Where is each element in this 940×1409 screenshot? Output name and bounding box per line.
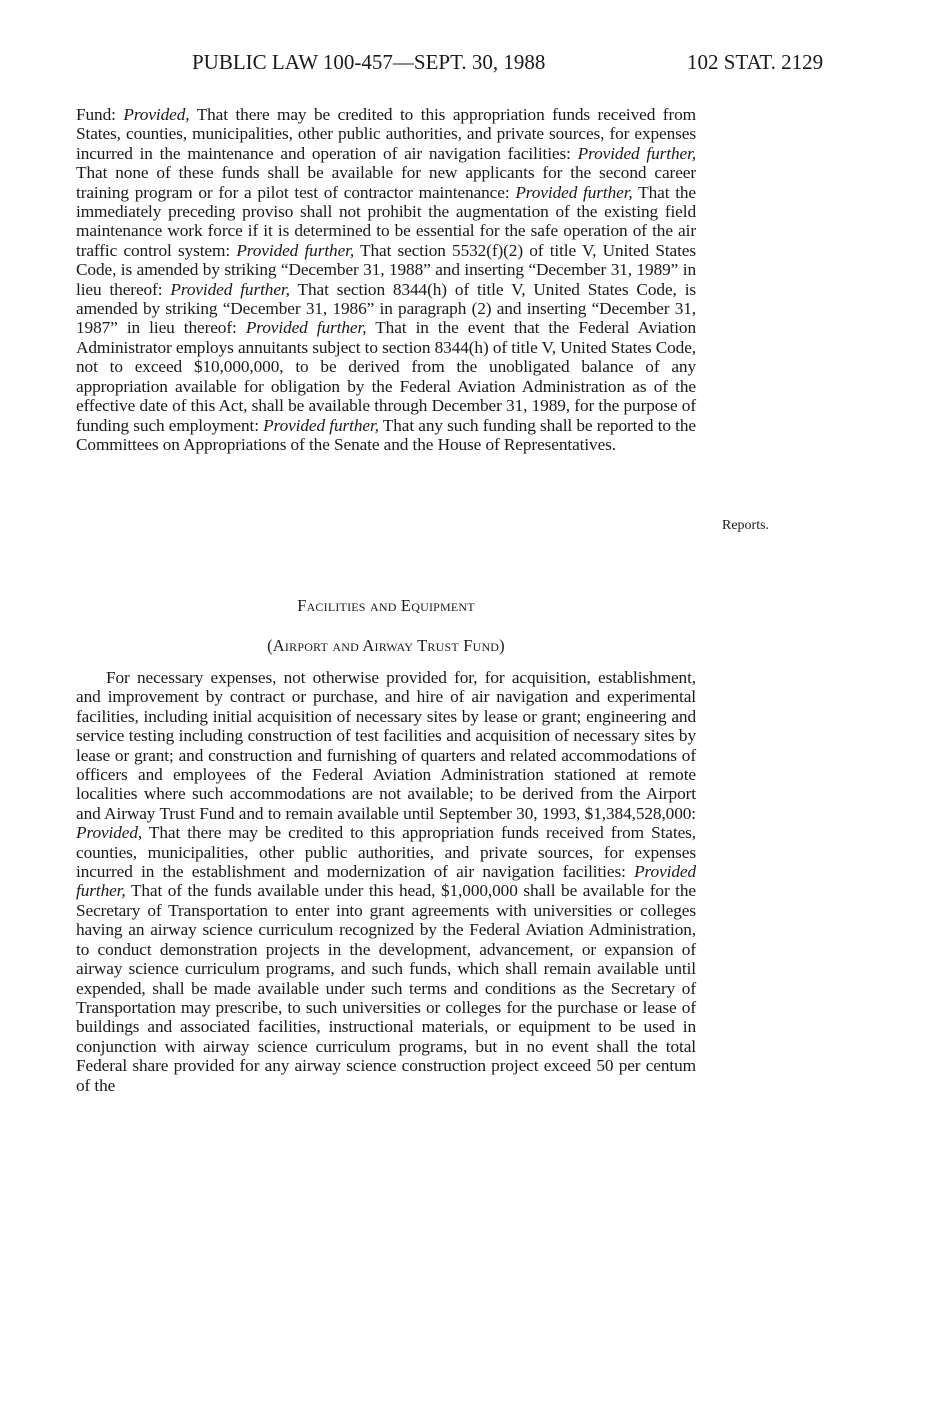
paragraph-fund-provisos [76, 105, 696, 454]
text-segment: That of the funds available under this head, $1,000,000 shall be available for the Secretary of Transportation to enter into grant agreements with universities or colleges having an airway science curriculum recognized by the Federal Aviation Administration, to conduct demonstration projects in the development, advancement, or expansion of airway science curriculum programs, and such funds, which shall remain available until expended, shall be made available under such terms and conditions as the Secretary of Transportation may prescribe, to such universities or colleges for the purchase or lease of buildings and associated facilities, instructional materials, or equipment to be used in conjunction with airway science curriculum programs, but in no event shall the total Federal share provided for any airway science construction project exceed 50 per centum of the [76, 881, 696, 1095]
text-segment: Fund: [76, 105, 124, 124]
section-heading-facilities: Facilities and Equipment [297, 596, 475, 615]
proviso-term: Provided further, [577, 143, 697, 163]
proviso-term: Provided further, [170, 279, 290, 299]
paragraph-facilities-equipment [76, 668, 696, 1095]
proviso-term: Provided further, [236, 240, 355, 260]
section-subheading-trust-fund: (Airport and Airway Trust Fund) [267, 636, 505, 655]
proviso-term: Provided further, [515, 182, 633, 202]
header-stat-reference: 102 STAT. 2129 [687, 50, 824, 74]
text-segment: That in the event that the Federal Aviation Administrator employs annuitants subject to section 8344(h) of title V, United States Code, not to exceed $10,000,000, to be derived from the unobligated balance of any appropriation available for obligation by the Federal Aviation Administration as of the effective date of this Act, shall be available through December 31, 1989, for the purpose of funding such employment: [76, 318, 696, 435]
text-segment: That there may be credited to this appropriation funds received from States, counties, municipalities, other public authorities, and private sources, for expenses incurred in the establishment and modernization of air navigation facilities: [76, 823, 696, 882]
proviso-term: Provided, [76, 823, 143, 843]
running-header [0, 50, 940, 80]
text-segment: That any such funding shall be reported to the Committees on Appropriations of the Senate and the House of Representatives. [76, 415, 696, 454]
proviso-term: Provided, [123, 105, 190, 124]
proviso-term: Provided further, [263, 415, 379, 435]
header-title: PUBLIC LAW 100-457—SEPT. 30, 1988 [192, 50, 546, 74]
text-segment: That section 5532(f)(2) of title V, United States Code, is amended by striking “December 31, 1988” and inserting “December 31, 1989” in lieu thereof: [76, 240, 696, 299]
text-segment: That none of these funds shall be available for new applicants for the second career training program or for a pilot test of contractor maintenance: [76, 163, 696, 202]
text-segment: For necessary expenses, not otherwise provided for, for acquisition, establishment, and improvement by contract or purchase, and hire of air navigation and experimental facilities, including initial acquisition of necessary sites by lease or grant; engineering and service testing including construction of test facilities and acquisition of necessary sites by lease or grant; and construction and furnishing of quarters and related accommodations of officers and employees of the Federal Aviation Administration stationed at remote localities where such accommodations are not available; to be derived from the Airport and Airway Trust Fund and to remain available until September 30, 1993, $1,384,528,000: [76, 668, 696, 823]
text-segment: That section 8344(h) of title V, United States Code, is amended by striking “December 31, 1986” in paragraph (2) and inserting “December 31, 1987” in lieu thereof: [76, 279, 697, 338]
proviso-term: Provided further, [76, 862, 696, 901]
margin-note-reports: Reports. [722, 518, 770, 533]
text-segment: That the immediately preceding proviso shall not prohibit the augmentation of the existing field maintenance work force if it is determined to be essential for the safe operation of the air traffic control system: [76, 182, 697, 260]
proviso-term: Provided further, [245, 318, 367, 338]
text-segment: That there may be credited to this appropriation funds received from States, counties, municipalities, other public authorities, and private sources, for expenses incurred in the maintenance and operation of air navigation facilities: [76, 105, 696, 163]
